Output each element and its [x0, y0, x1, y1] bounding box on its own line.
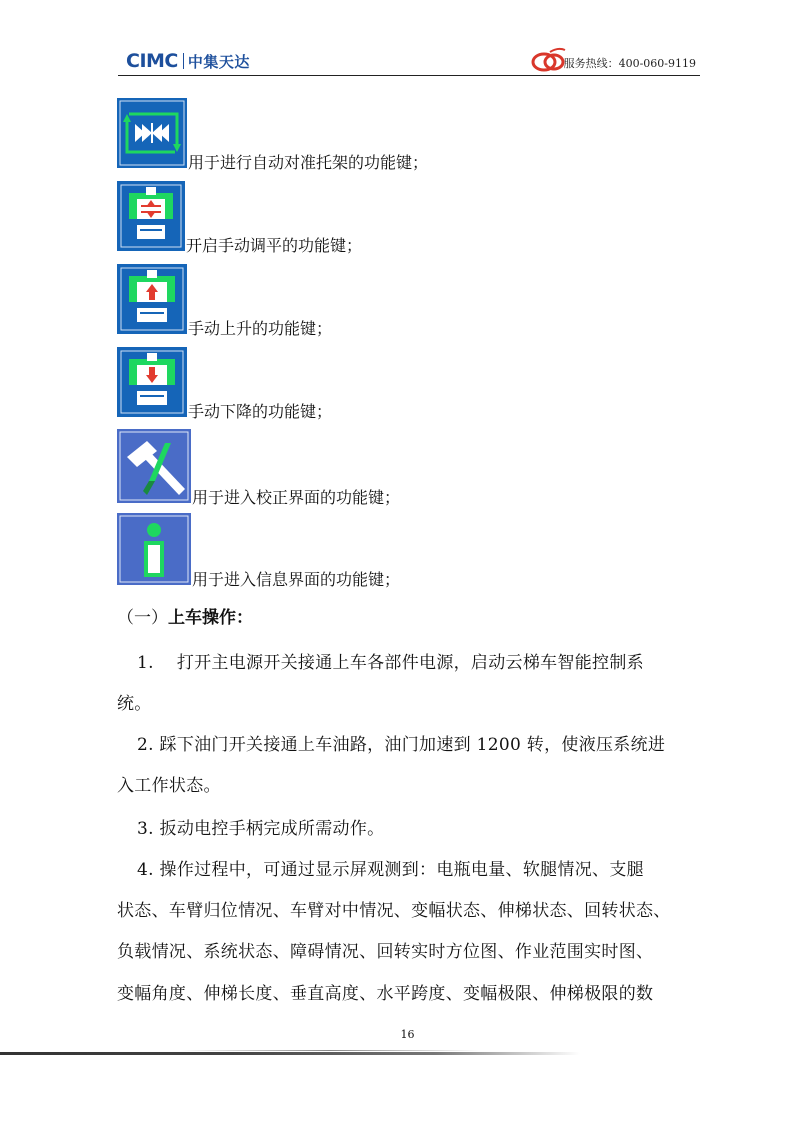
page-header	[118, 42, 700, 76]
icon-caption: 用于进入校正界面的功能键；	[192, 488, 401, 507]
icon-caption: 用于进行自动对准托架的功能键；	[188, 153, 429, 172]
logo-chinese: 中集天达	[187, 52, 250, 71]
icon-caption: 开启手动调平的功能键；	[186, 236, 363, 255]
section-heading	[117, 603, 253, 628]
paragraph-line: 入工作状态。	[117, 776, 221, 796]
icon-row-manual-raise	[117, 264, 332, 338]
paragraph-line: 负载情况、系统状态、障碍情况、回转实时方位图、作业范围实时图、	[117, 942, 654, 962]
paragraph-line: 状态、车臂归位情况、车臂对中情况、变幅状态、伸梯状态、回转状态、	[117, 901, 671, 921]
calibration-tools-icon	[117, 429, 191, 507]
paragraph-line: 4. 操作过程中，可通过显示屏观测到：电瓶电量、软腿情况、支腿	[137, 860, 644, 880]
service-logo-icon	[530, 46, 566, 72]
hotline	[530, 46, 696, 72]
footer-rule	[0, 1052, 580, 1055]
paragraph-line: 统。	[117, 694, 152, 714]
header-rule	[118, 75, 700, 76]
paragraph-line: 变幅角度、伸梯长度、垂直高度、水平跨度、变幅极限、伸梯极限的数	[117, 984, 654, 1004]
icon-row-info	[117, 513, 400, 589]
manual-raise-icon	[117, 264, 187, 338]
icon-caption: 手动上升的功能键；	[188, 319, 333, 338]
hotline-text: 服务热线：400-060-9119	[563, 57, 696, 70]
footer-rule-highlight	[180, 1050, 480, 1051]
icon-caption: 用于进入信息界面的功能键；	[192, 570, 401, 589]
icon-caption: 手动下降的功能键；	[188, 402, 333, 421]
section-title: 上车操作：	[168, 608, 253, 628]
section-prefix: （一）	[117, 608, 168, 628]
auto-align-pallet-icon	[117, 98, 187, 172]
icon-row-auto-align	[117, 98, 428, 172]
cimc-logo	[126, 50, 250, 72]
manual-level-icon	[117, 181, 185, 255]
icon-row-manual-level	[117, 181, 362, 255]
paragraph-line: 3. 扳动电控手柄完成所需动作。	[137, 819, 385, 839]
icon-row-manual-lower	[117, 347, 332, 421]
info-icon	[117, 513, 191, 589]
manual-lower-icon	[117, 347, 187, 421]
paragraph-line: 2. 踩下油门开关接通上车油路，油门加速到 1200 转，使液压系统进	[137, 735, 666, 755]
page-number: 16	[400, 1028, 415, 1041]
paragraph-line: 1. 打开主电源开关接通上车各部件电源，启动云梯车智能控制系	[137, 653, 644, 673]
logo-latin: CIMC	[126, 50, 178, 72]
logo-divider	[183, 53, 184, 69]
icon-row-calibration	[117, 429, 400, 507]
